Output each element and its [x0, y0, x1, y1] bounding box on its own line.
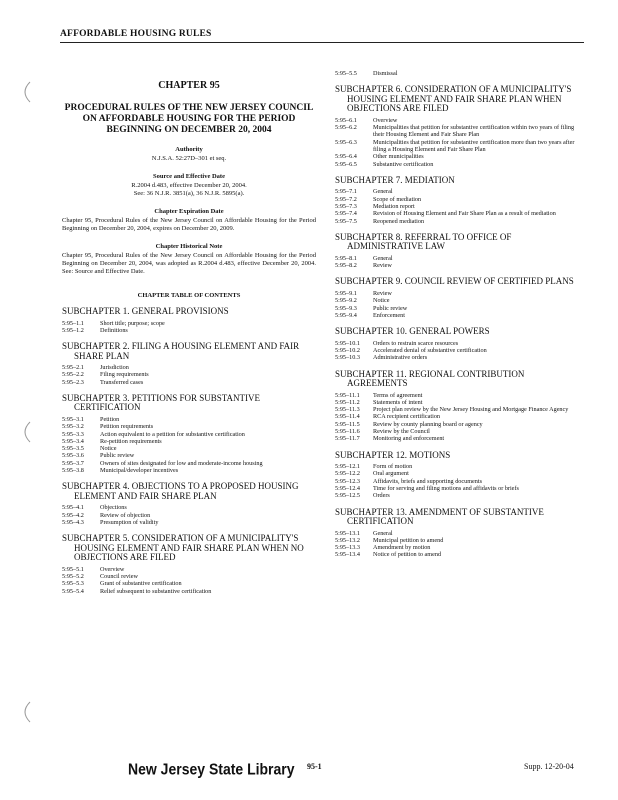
toc-entry — [62, 327, 316, 334]
section-number: 5:95–5.5 — [335, 70, 357, 77]
toc-entry — [335, 312, 585, 319]
toc-entry — [335, 218, 585, 225]
left-toc — [62, 307, 316, 595]
toc-entry — [335, 340, 585, 347]
toc-entry — [335, 354, 585, 361]
section-number: 5:95–5.1 — [62, 565, 84, 573]
section-number: 5:95–12.3 — [335, 477, 360, 485]
section-title: Objections — [100, 504, 127, 512]
section-number: 5:95–5.2 — [62, 573, 84, 581]
section-number: 5:95–11.2 — [335, 398, 360, 406]
toc-entry — [335, 196, 585, 203]
binder-hole-mark — [18, 80, 34, 104]
section-title: Action equivalent to a petition for substantive certification — [100, 430, 245, 438]
section-title: Definitions — [100, 326, 128, 334]
section-title: Notice — [100, 445, 117, 453]
toc-entry — [335, 255, 585, 262]
supplement-date: Supp. 12-20-04 — [524, 762, 574, 771]
toc-entry — [335, 262, 585, 269]
section-number: 5:95–5.4 — [62, 587, 84, 595]
section-title: Administrative orders — [373, 354, 428, 362]
section-number: 5:95–3.6 — [62, 452, 84, 460]
section-number: 5:95–11.7 — [335, 435, 360, 443]
toc-entry — [62, 416, 316, 423]
section-title: Review by the Council — [373, 428, 430, 436]
section-title: Notice — [373, 297, 390, 305]
history-heading: Chapter Historical Note — [155, 243, 223, 250]
section-number: 5:95–9.2 — [335, 297, 357, 305]
section-number: 5:95–12.5 — [335, 492, 360, 500]
section-title: Review by county planning board or agency — [373, 420, 483, 428]
source-line-1: R.2004 d.483, effective December 20, 2004. — [131, 182, 247, 189]
section-number: 5:95–4.1 — [62, 504, 84, 512]
toc-entry — [62, 573, 316, 580]
section-title: Public review — [373, 304, 408, 312]
toc-entry — [335, 161, 585, 168]
section-title: Affidavits, briefs and supporting documents — [373, 477, 483, 485]
section-number: 5:95–13.1 — [335, 529, 360, 537]
toc-entry — [335, 435, 585, 442]
toc-entry — [335, 139, 585, 154]
section-number: 5:95–11.3 — [335, 406, 360, 414]
section-title: Transferred cases — [100, 378, 144, 386]
subchapter-heading: SUBCHAPTER 12. MOTIONS — [335, 449, 451, 460]
section-title: Time for serving and filing motions and affidavits or briefs — [373, 485, 519, 492]
section-title: Accelerated denial of substantive certification — [373, 346, 487, 354]
toc-entry — [335, 406, 585, 413]
toc-entry — [62, 519, 316, 526]
section-number: 5:95–6.1 — [335, 116, 357, 124]
section-number: 5:95–3.7 — [62, 459, 84, 467]
section-number: 5:95–10.3 — [335, 354, 360, 362]
right-toc — [335, 85, 585, 558]
section-number: 5:95–13.3 — [335, 544, 360, 552]
chapter-title: CHAPTER 95 — [158, 80, 220, 91]
section-number: 5:95–7.4 — [335, 210, 357, 218]
section-title: Oral argument — [373, 470, 409, 478]
toc-entry — [335, 188, 585, 195]
subchapter-heading: SUBCHAPTER 1. GENERAL PROVISIONS — [62, 306, 229, 316]
section-number: 5:95–8.1 — [335, 254, 357, 262]
toc-entry — [335, 153, 585, 160]
section-title: Other municipalities — [373, 153, 424, 161]
section-title: Filing requirements — [100, 371, 149, 379]
left-column — [62, 64, 316, 595]
chapter-subtitle: PROCEDURAL RULES OF THE NEW JERSEY COUNCIL ON AFFORDABLE HOUSING FOR THE PERIOD BEGINNING ON DECEMBER 20, 2004 — [64, 103, 314, 135]
section-number: 5:95–2.3 — [62, 378, 84, 386]
section-number: 5:95–6.5 — [335, 160, 357, 168]
section-number: 5:95–7.5 — [335, 217, 357, 225]
section-number: 5:95–1.2 — [62, 326, 84, 334]
section-title: Council review — [100, 573, 138, 581]
section-number: 5:95–6.4 — [335, 153, 357, 161]
toc-entry — [335, 485, 585, 492]
section-title: Overview — [373, 116, 398, 124]
section-number: 5:95–7.1 — [335, 188, 357, 196]
section-number: 5:95–3.4 — [62, 437, 84, 445]
section-title: Overview — [100, 565, 125, 573]
section-number: 5:95–12.1 — [335, 463, 360, 471]
library-stamp: New Jersey State Library — [128, 759, 295, 779]
section-number: 5:95–9.1 — [335, 289, 357, 297]
section-number: 5:95–8.2 — [335, 262, 357, 270]
toc-entry — [62, 320, 316, 327]
section-number: 5:95–12.2 — [335, 470, 360, 478]
section-number: 5:95–3.3 — [62, 430, 84, 438]
section-number: 5:95–4.2 — [62, 511, 84, 519]
toc-entry — [335, 399, 585, 406]
toc-entry — [335, 70, 585, 77]
section-number: 5:95–9.4 — [335, 311, 357, 319]
toc-entry — [62, 371, 316, 378]
section-title: Petition requirements — [100, 423, 154, 431]
section-title: Review — [373, 262, 392, 270]
section-title: Relief subsequent to substantive certification — [100, 587, 212, 595]
section-number: 5:95–7.2 — [335, 195, 357, 203]
toc-entry — [335, 463, 585, 470]
toc-entry — [335, 203, 585, 210]
section-number: 5:95–12.4 — [335, 485, 360, 492]
authority-heading: Authority — [175, 146, 203, 153]
section-title: Orders to restrain scarce resources — [373, 339, 459, 347]
subchapter-heading: SUBCHAPTER 8. REFERRAL TO OFFICE OF ADMINISTRATIVE LAW — [335, 231, 512, 252]
section-number: 5:95–2.2 — [62, 371, 84, 379]
right-column — [335, 70, 585, 559]
subchapter-heading: SUBCHAPTER 2. FILING A HOUSING ELEMENT AND FAIR SHARE PLAN — [62, 341, 300, 361]
section-title: Orders — [373, 492, 390, 500]
header-rule — [60, 42, 584, 43]
section-title: Enforcement — [373, 311, 405, 319]
section-number: 5:95–10.2 — [335, 346, 360, 354]
toc-entry — [335, 470, 585, 477]
binder-hole-mark — [18, 420, 34, 444]
subchapter-heading: SUBCHAPTER 7. MEDIATION — [335, 174, 455, 185]
subchapter-heading: SUBCHAPTER 10. GENERAL POWERS — [335, 326, 490, 337]
running-header: AFFORDABLE HOUSING RULES — [60, 29, 212, 39]
section-number: 5:95–11.5 — [335, 420, 360, 428]
source-line-2: See: 36 N.J.R. 3851(a), 36 N.J.R. 5895(a). — [133, 190, 245, 197]
toc-entry — [335, 544, 585, 551]
section-title: RCA recipient certification — [373, 413, 441, 421]
section-title: Statements of intent — [373, 398, 423, 406]
section-title: Presumption of validity — [100, 518, 159, 526]
section-number: 5:95–11.1 — [335, 391, 360, 399]
section-number: 5:95–11.6 — [335, 428, 360, 436]
section-title: Petition — [100, 415, 120, 423]
section-title: Monitoring and enforcement — [373, 435, 445, 443]
section-title: Terms of agreement — [373, 391, 423, 399]
section-number: 5:95–6.2 — [335, 124, 357, 132]
section-title: Notice of petition to amend — [373, 551, 442, 559]
section-number: 5:95–5.3 — [62, 580, 84, 588]
toc-entry — [62, 588, 316, 595]
authority-text: N.J.S.A. 52:27D–301 et seq. — [151, 155, 227, 162]
section-number: 5:95–9.3 — [335, 304, 357, 312]
expiration-heading: Chapter Expiration Date — [154, 208, 224, 215]
section-number: 5:95–7.3 — [335, 202, 357, 210]
section-title: Dismissal — [373, 70, 398, 77]
section-number: 5:95–1.1 — [62, 319, 84, 327]
toc-entry — [335, 551, 585, 558]
section-title: Re-petition requirements — [100, 437, 162, 445]
subchapter-heading: SUBCHAPTER 9. COUNCIL REVIEW OF CERTIFIED PLANS — [335, 276, 574, 287]
toc-entry — [335, 478, 585, 485]
toc-entry — [335, 290, 585, 297]
section-title: Owners of sites designated for low and moderate-income housing — [100, 459, 263, 467]
history-text: Chapter 95, Procedural Rules of the New Jersey Council on Affordable Housing for the Period Beginning on December 20, 2004, was adopted as R.2004 d.483, effective December 20, 2004. See: Source and Effective Date. — [62, 252, 316, 275]
section-number: 5:95–10.1 — [335, 339, 360, 347]
toc-entry — [62, 438, 316, 445]
section-title: Review of objection — [100, 511, 151, 519]
toc-entry — [335, 347, 585, 354]
toc-entry — [62, 504, 316, 511]
section-title: Municipal/developer incentives — [100, 467, 179, 475]
section-title: Review — [373, 289, 392, 297]
toc-entry — [335, 117, 585, 124]
section-number: 5:95–2.1 — [62, 364, 84, 372]
subchapter-heading: SUBCHAPTER 4. OBJECTIONS TO A PROPOSED HOUSING ELEMENT AND FAIR SHARE PLAN — [62, 481, 299, 501]
section-title: General — [373, 254, 393, 262]
toc-entry — [335, 428, 585, 435]
section-title: Revision of Housing Element and Fair Share Plan as a result of mediation — [373, 210, 556, 218]
section-number: 5:95–3.1 — [62, 415, 84, 423]
toc-entry — [62, 445, 316, 452]
subchapter-heading: SUBCHAPTER 13. AMENDMENT OF SUBSTANTIVE CERTIFICATION — [335, 506, 544, 527]
expiration-text: Chapter 95, Procedural Rules of the New Jersey Council on Affordable Housing for the Period Beginning on December 20, 2004, expires on December 20, 2009. — [62, 217, 316, 232]
section-number: 5:95–3.8 — [62, 467, 84, 475]
section-title: Municipalities that petition for substantive certification within two years of filing their Housing Element and Fair Share Plan — [373, 124, 575, 139]
toc-entry — [62, 379, 316, 386]
section-number: 5:95–3.2 — [62, 423, 84, 431]
section-number: 5:95–13.2 — [335, 536, 360, 544]
toc-entry — [335, 413, 585, 420]
section-number: 5:95–4.3 — [62, 518, 84, 526]
toc-entry — [335, 297, 585, 304]
source-heading: Source and Effective Date — [153, 173, 225, 180]
section-title: Reopened mediation — [373, 217, 425, 225]
toc-entry — [62, 512, 316, 519]
section-title: Jurisdiction — [100, 364, 129, 372]
section-title: Form of motion — [373, 463, 413, 471]
toc-entry — [62, 423, 316, 430]
toc-entry — [62, 467, 316, 474]
section-title: Amendment by motion — [373, 544, 431, 552]
subchapter-heading: SUBCHAPTER 6. CONSIDERATION OF A MUNICIPALITY'S HOUSING ELEMENT AND FAIR SHARE PLAN WHEN OBJECTIONS ARE FILED — [335, 84, 572, 114]
toc-entry — [335, 530, 585, 537]
section-title: Project plan review by the New Jersey Housing and Mortgage Finance Agency — [373, 406, 569, 414]
toc-entry — [62, 452, 316, 459]
section-number: 5:95–13.4 — [335, 551, 360, 559]
page-number: 95-1 — [307, 762, 322, 771]
section-title: Scope of mediation — [373, 195, 422, 203]
section-title: General — [373, 188, 393, 196]
subchapter-heading: SUBCHAPTER 11. REGIONAL CONTRIBUTION AGREEMENTS — [335, 368, 525, 389]
subchapter-heading: SUBCHAPTER 5. CONSIDERATION OF A MUNICIPALITY'S HOUSING ELEMENT AND FAIR SHARE PLAN WHEN NO OBJECTIONS ARE FILED — [62, 533, 304, 563]
toc-heading: CHAPTER TABLE OF CONTENTS — [137, 292, 241, 299]
section-title: Mediation report — [373, 202, 415, 210]
subchapter-heading: SUBCHAPTER 3. PETITIONS FOR SUBSTANTIVE CERTIFICATION — [62, 392, 261, 413]
section-title: Public review — [100, 452, 135, 460]
section-title: Short title; purpose; scope — [100, 319, 165, 327]
toc-entry — [62, 460, 316, 467]
toc-entry — [62, 580, 316, 587]
toc-entry — [62, 431, 316, 438]
section-title: General — [373, 529, 393, 537]
toc-entry — [335, 421, 585, 428]
toc-entry — [335, 492, 585, 499]
toc-entry — [335, 210, 585, 217]
section-title: Municipalities that petition for substantive certification more than two years after filing a Housing Element and Fair Share Plan — [373, 138, 575, 153]
toc-entry — [335, 124, 585, 139]
section-title: Grant of substantive certification — [100, 580, 182, 588]
toc-entry — [62, 364, 316, 371]
section-number: 5:95–3.5 — [62, 445, 84, 453]
toc-entry — [335, 537, 585, 544]
toc-entry — [335, 392, 585, 399]
binder-hole-mark — [18, 700, 34, 724]
section-title: Municipal petition to amend — [373, 536, 444, 544]
section-number: 5:95–6.3 — [335, 138, 357, 146]
section-number: 5:95–11.4 — [335, 413, 360, 421]
section-title: Substantive certification — [373, 160, 434, 168]
toc-entry — [335, 305, 585, 312]
toc-entry — [62, 566, 316, 573]
